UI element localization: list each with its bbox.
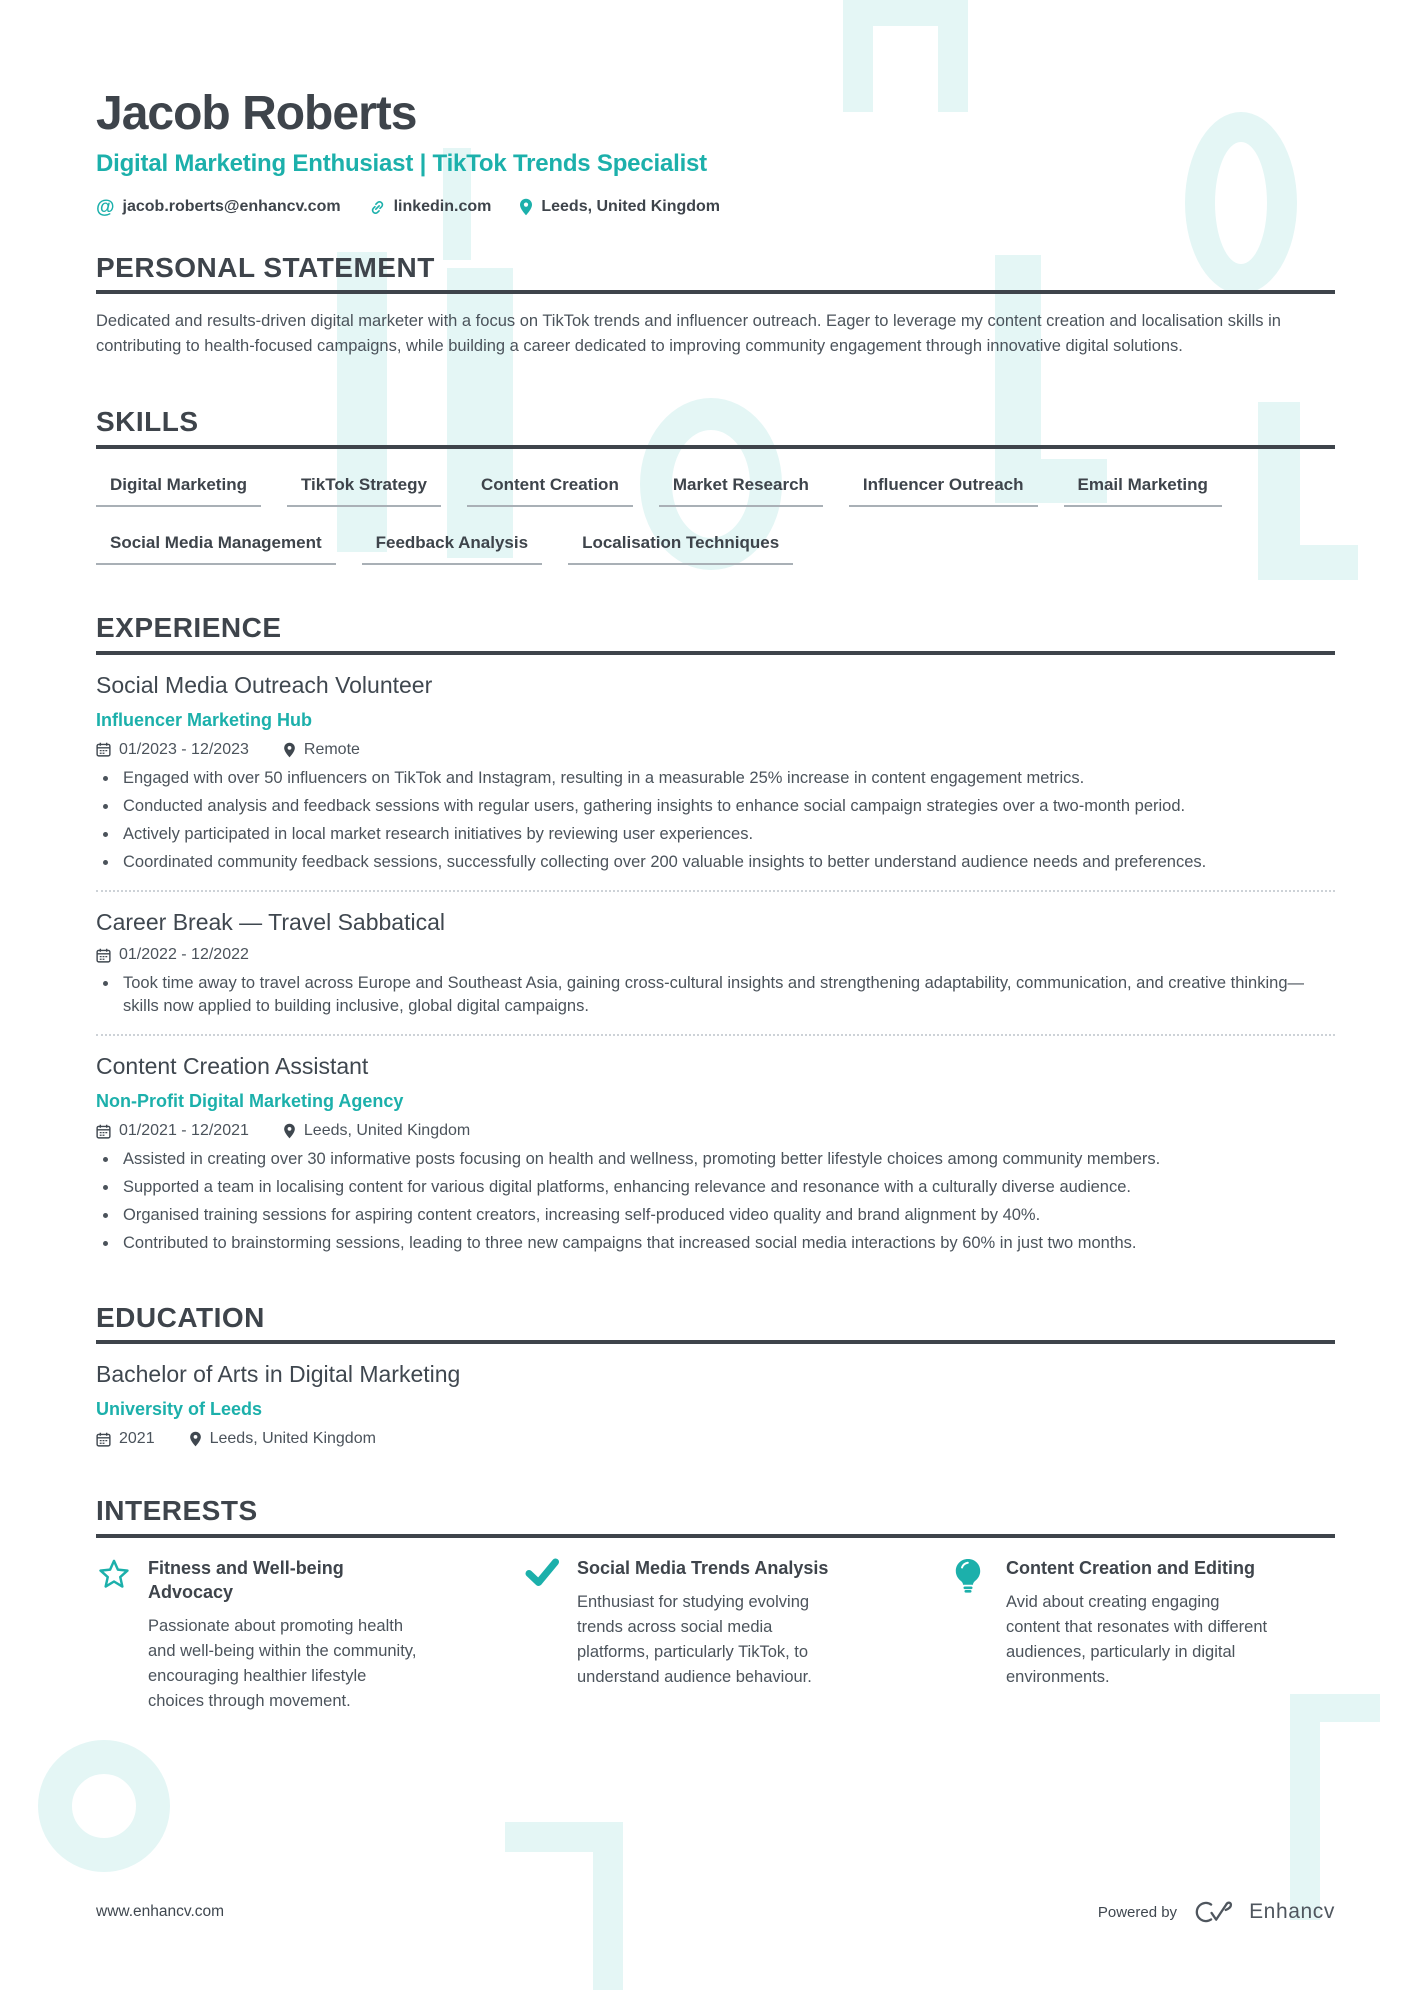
- contact-email-text: jacob.roberts@enhancv.com: [122, 198, 341, 216]
- person-name: Jacob Roberts: [96, 87, 417, 140]
- bullet-item: • Coordinated community feedback sessions, successfully collecting over 200 valuable insights to better understand audience needs and preferences.: [119, 851, 1335, 874]
- skill-tag: Content Creation: [467, 475, 633, 507]
- job-title: Content Creation Assistant: [96, 1053, 369, 1080]
- email-icon: @: [96, 196, 115, 218]
- bullet-item: • Engaged with over 50 influencers on TikTok and Instagram, resulting in a measurable 25% increase in content engagement metrics.: [119, 767, 1335, 790]
- company-name: Influencer Marketing Hub: [96, 709, 313, 730]
- bullet-item: • Actively participated in local market research initiatives by reviewing user experiences.: [119, 823, 1335, 846]
- interest-content: [148, 1556, 420, 1715]
- enhancv-brand-text: Enhancv: [1249, 1900, 1335, 1923]
- location-text: Leeds, United Kingdom: [303, 1122, 471, 1140]
- date-text: 01/2023 - 12/2023: [119, 740, 249, 758]
- interest-title: Fitness and Well-being Advocacy: [148, 1557, 344, 1602]
- job-title: Career Break — Travel Sabbatical: [96, 908, 445, 935]
- entry-location: [283, 1122, 470, 1140]
- powered-by-label: Powered by: [1097, 1903, 1178, 1921]
- personal-statement-text: Dedicated and results-driven digital marketer with a focus on TikTok trends and influencer outreach. Eager to leverage my content creation and localisation skills in contributing to health-focused campaigns, while building a career dedicated to improving community engagement through innovative digital solutions.: [96, 312, 1281, 356]
- school-name: University of Leeds: [96, 1399, 263, 1420]
- entry-location: [283, 741, 360, 759]
- section-heading: INTERESTS: [96, 1496, 1335, 1537]
- location-pin-icon: [283, 1123, 296, 1139]
- section-interests: [96, 1496, 1335, 1714]
- skill-tag: Feedback Analysis: [362, 533, 542, 565]
- entry-meta: [96, 741, 1335, 759]
- date-range: [96, 946, 249, 964]
- bullet-item: • Contributed to brainstorming sessions, leading to three new campaigns that increased social media interactions by 60% in just two months.: [119, 1232, 1335, 1255]
- interest-content: [577, 1556, 849, 1690]
- section-education: [96, 1303, 1335, 1448]
- interest-text: Avid about creating engaging content that resonates with different audiences, particularly in digital environments.: [1006, 1592, 1268, 1686]
- star-icon: [96, 1556, 134, 1594]
- footer-website-link[interactable]: www.enhancv.com: [96, 1903, 225, 1920]
- watermark-shape: [38, 1740, 170, 1872]
- contact-link-text: linkedin.com: [393, 198, 492, 216]
- experience-entry: [96, 671, 1335, 874]
- location-text: Remote: [303, 740, 360, 758]
- watermark-shape: [1290, 1720, 1320, 1920]
- interest-item: [96, 1556, 477, 1715]
- contact-row: [96, 198, 1335, 217]
- bullet-item: • Supported a team in localising content for various digital platforms, enhancing relevance and resonance with a culturally diverse audience.: [119, 1176, 1335, 1199]
- section-heading: EDUCATION: [96, 1303, 1335, 1344]
- bullet-item: • Conducted analysis and feedback sessions with regular users, gathering insights to enhance social campaign strategies over a two-month period.: [119, 795, 1335, 818]
- section-heading: EXPERIENCE: [96, 613, 1335, 654]
- company-name: Non-Profit Digital Marketing Agency: [96, 1091, 404, 1112]
- page-footer: [96, 1899, 1335, 1925]
- calendar-icon: [96, 948, 111, 963]
- location-pin-icon: [189, 1431, 202, 1447]
- entry-meta: [96, 1430, 1335, 1448]
- location-text: Leeds, United Kingdom: [209, 1430, 376, 1448]
- interest-item: [954, 1556, 1335, 1715]
- person-headline: Digital Marketing Enthusiast | TikTok Trends Specialist: [96, 149, 707, 177]
- powered-by-block: [1098, 1899, 1335, 1925]
- lightbulb-icon: [954, 1556, 992, 1594]
- section-personal-statement: [96, 253, 1335, 359]
- skill-tag: Digital Marketing: [96, 475, 261, 507]
- bullet-item: • Took time away to travel across Europe and Southeast Asia, gaining cross-cultural insights and strengthening adaptability, communication, and creative thinking—skills now applied to building inclusive, global digital campaigns.: [119, 972, 1335, 1018]
- contact-location: [519, 198, 720, 216]
- experience-entry: [96, 908, 1335, 1019]
- contact-location-text: Leeds, United Kingdom: [541, 198, 721, 216]
- skill-tag: TikTok Strategy: [287, 475, 441, 507]
- link-icon: [369, 199, 386, 216]
- calendar-icon: [96, 1432, 111, 1447]
- bullet-item: • Assisted in creating over 30 informative posts focusing on health and wellness, promoting better lifestyle choices among community members.: [119, 1148, 1335, 1171]
- interests-grid: [96, 1556, 1335, 1715]
- calendar-icon: [96, 1124, 111, 1139]
- section-skills: [96, 407, 1335, 565]
- date-range: [96, 1430, 155, 1448]
- interest-text: Passionate about promoting health and well-being within the community, encouraging healthier lifestyle choices through movement.: [148, 1617, 417, 1711]
- contact-link[interactable]: [369, 198, 492, 216]
- section-heading: SKILLS: [96, 407, 1335, 448]
- contact-email[interactable]: [96, 198, 341, 217]
- experience-entry: [96, 1052, 1335, 1255]
- bullet-list: [96, 1148, 1335, 1255]
- section-experience: [96, 613, 1335, 1255]
- date-range: [96, 741, 249, 759]
- location-pin-icon: [283, 742, 296, 758]
- entry-location: [189, 1430, 376, 1448]
- job-title: Social Media Outreach Volunteer: [96, 671, 433, 698]
- entry-meta: [96, 946, 1335, 964]
- location-pin-icon: [519, 198, 533, 216]
- section-heading: PERSONAL STATEMENT: [96, 253, 1335, 294]
- skill-tag: Localisation Techniques: [568, 533, 793, 565]
- interest-item: [525, 1556, 906, 1715]
- skills-list: [96, 449, 1335, 566]
- date-text: 01/2022 - 12/2022: [119, 946, 249, 964]
- date-text: 2021: [119, 1430, 155, 1448]
- date-range: [96, 1122, 249, 1140]
- interest-text: Enthusiast for studying evolving trends across social media platforms, particularly TikTok, to understand audience behaviour.: [577, 1592, 812, 1686]
- bullet-item: • Organised training sessions for aspiring content creators, increasing self-produced video quality and brand alignment by 40%.: [119, 1204, 1335, 1227]
- skill-tag: Social Media Management: [96, 533, 336, 565]
- calendar-icon: [96, 742, 111, 757]
- skill-tag: Email Marketing: [1064, 475, 1222, 507]
- entry-divider: [96, 890, 1335, 892]
- entry-divider: [96, 1034, 1335, 1036]
- enhancv-logo-icon: [1191, 1899, 1235, 1925]
- resume-header: [96, 88, 1335, 217]
- date-text: 01/2021 - 12/2021: [119, 1122, 249, 1140]
- check-icon: [525, 1556, 563, 1586]
- bullet-list: [96, 767, 1335, 874]
- entry-meta: [96, 1122, 1335, 1140]
- interest-title: Social Media Trends Analysis: [577, 1557, 829, 1578]
- skill-tag: Market Research: [659, 475, 823, 507]
- interest-content: [1006, 1556, 1278, 1690]
- skill-tag: Influencer Outreach: [849, 475, 1038, 507]
- degree-title: Bachelor of Arts in Digital Marketing: [96, 1361, 461, 1388]
- interest-title: Content Creation and Editing: [1006, 1557, 1255, 1578]
- bullet-list: [96, 972, 1335, 1018]
